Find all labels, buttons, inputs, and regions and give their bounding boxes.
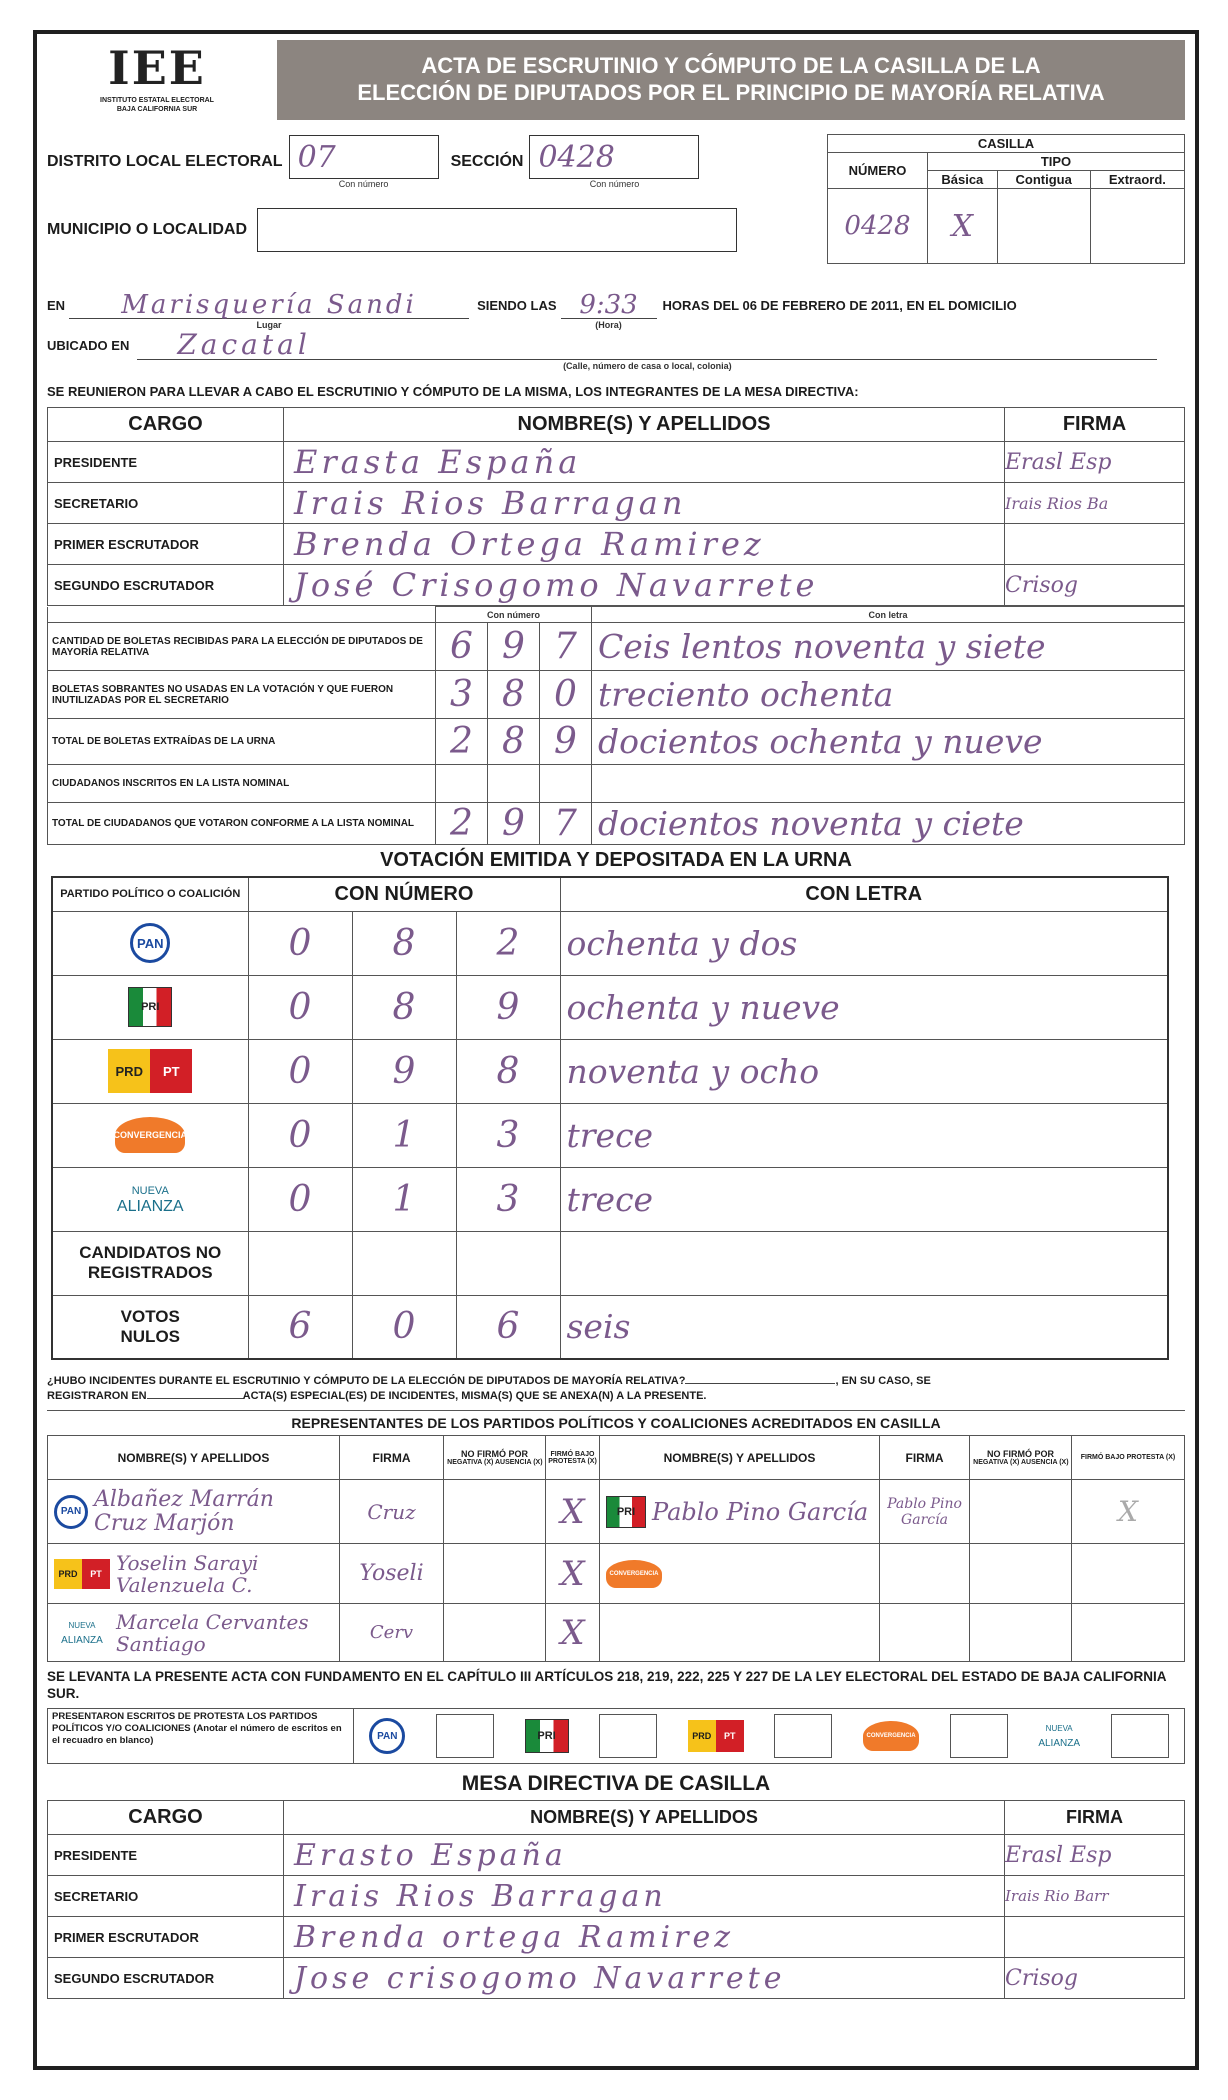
mesa-row-primer: PRIMER ESCRUTADOR Brenda Ortega Ramirez bbox=[48, 524, 1185, 565]
pri-logo: PRI bbox=[525, 1719, 569, 1753]
acta-title: ACTA DE ESCRUTINIO Y CÓMPUTO DE LA CASILLA DE LA ELECCIÓN DE DIPUTADOS POR EL PRINCIPIO DE MAYORÍA RELATIVA bbox=[277, 40, 1185, 120]
boletas-row: TOTAL DE CIUDADANOS QUE VOTARON CONFORME A LA LISTA NOMINAL 2 9 7 docientos noventa y ciete bbox=[48, 803, 1185, 845]
pan-logo: PAN bbox=[369, 1718, 405, 1754]
header bbox=[47, 40, 1185, 120]
nueva-alianza-logo: NUEVA ALIANZA bbox=[1038, 1724, 1080, 1749]
votacion-row-pri: PRI 0 8 9 ochenta y nueve bbox=[52, 975, 1168, 1039]
seccion-field[interactable]: 0428 bbox=[529, 135, 699, 179]
mesa-row-presidente: PRESIDENTE Erasta España Erasl Esp bbox=[48, 442, 1185, 483]
convergencia-logo: CONVERGENCIA bbox=[863, 1721, 919, 1751]
escrito-pan-box[interactable] bbox=[436, 1714, 494, 1758]
prd-pt-logo: PRD PT bbox=[54, 1559, 110, 1589]
extraord-mark[interactable] bbox=[1090, 189, 1184, 264]
basica-mark[interactable]: X bbox=[928, 189, 998, 264]
boletas-row: TOTAL DE BOLETAS EXTRAÍDAS DE LA URNA 2 8 9 docientos ochenta y nueve bbox=[48, 719, 1185, 765]
escrito-prd-box[interactable] bbox=[774, 1714, 832, 1758]
rep-row: NUEVA ALIANZA Marcela Cervantes Santiago Cerv X bbox=[48, 1604, 1185, 1662]
lugar-field[interactable]: Marisquería Sandi bbox=[69, 292, 469, 319]
prd-pt-logo: PRD PT bbox=[688, 1720, 744, 1752]
incidentes-block: ¿HUBO INCIDENTES DURANTE EL ESCRUTINIO Y CÓMPUTO DE LA ELECCIÓN DE DIPUTADOS DE MAYORÍA RELATIVA? , EN SU CASO, SE REGISTRARON EN ACTA(S) ESPECIAL(ES) DE INCIDENTES, MISMA(S) QUE SE ANEXA(N) A LA PRESENTE. bbox=[47, 1375, 931, 1402]
contigua-mark[interactable] bbox=[997, 189, 1090, 264]
mesa2-row-presidente: PRESIDENTE Erasto España Erasl Esp bbox=[48, 1835, 1185, 1876]
prd-pt-logo: PRD PT bbox=[108, 1049, 192, 1093]
municipio-field[interactable] bbox=[257, 208, 737, 252]
mesa-row-secretario: SECRETARIO Irais Rios Barragan Irais Rios Ba bbox=[48, 483, 1185, 524]
boletas-row: CIUDADANOS INSCRITOS EN LA LISTA NOMINAL bbox=[48, 765, 1185, 803]
escritos-row: PRESENTARON ESCRITOS DE PROTESTA LOS PARTIDOS POLÍTICOS Y/O COALICIONES (Anotar el número de escritos en el recuadro en blanco) PAN PRI PRD PT CONVERGENCIA NUEVA ALIANZA bbox=[47, 1708, 1185, 1764]
logo-mark: IEE bbox=[108, 41, 206, 95]
escrito-na-box[interactable] bbox=[1111, 1714, 1169, 1758]
rep-row: PAN Albañez Marrán Cruz Marjón Cruz X PRI Pablo Pino García Pablo Pino García X bbox=[48, 1480, 1185, 1544]
mesa-directiva-final-table: CARGO NOMBRE(S) Y APELLIDOS FIRMA PRESIDENTE Erasto España Erasl Esp SECRETARIO Irais Rios Barragan Irais Rio Barr PRIMER ESCRUTADOR Brenda ortega Ramirez SEGUNDO ESCRUTADOR Jose crisogomo Navarrete Crisog bbox=[47, 1800, 1185, 1999]
incidentes-numero[interactable] bbox=[147, 1398, 243, 1399]
nueva-alianza-logo: NUEVA ALIANZA bbox=[116, 1185, 184, 1215]
mesa2-row-segundo: SEGUNDO ESCRUTADOR Jose crisogomo Navarrete Crisog bbox=[48, 1958, 1185, 1999]
distrito-field[interactable]: 07 bbox=[289, 135, 439, 179]
acta-sheet bbox=[33, 30, 1199, 2070]
mesa2-row-primer: PRIMER ESCRUTADOR Brenda ortega Ramirez bbox=[48, 1917, 1185, 1958]
votacion-row-nueva-alianza: NUEVA ALIANZA 0 1 3 trece bbox=[52, 1167, 1168, 1231]
convergencia-logo: CONVERGENCIA bbox=[606, 1560, 662, 1588]
votacion-row-pan: PAN 0 8 2 ochenta y dos bbox=[52, 911, 1168, 975]
boletas-row: BOLETAS SOBRANTES NO USADAS EN LA VOTACIÓN Y QUE FUERON INUTILIZADAS POR EL SECRETARIO 3 8 0 treciento ochenta bbox=[48, 671, 1185, 719]
votacion-row-nulos: VOTOS NULOS 6 0 6 seis bbox=[52, 1295, 1168, 1359]
location-block: EN Marisquería Sandi Lugar SIENDO LAS 9:33 (Hora) HORAS DEL 06 DE FEBRERO DE 2011, EN EL DOMICILIO UBICADO EN Zacatal (Calle, número de casa o local, colonia) SE REUNIERON PARA LLEVAR A CABO EL ESCRUTINIO Y CÓMPUTO DE LA MISMA, LOS INTEGRANTES DE LA MESA DIRECTIVA: bbox=[47, 292, 1185, 399]
casilla-numero[interactable]: 0428 bbox=[828, 189, 928, 264]
mesa2-row-secretario: SECRETARIO Irais Rios Barragan Irais Rio Barr bbox=[48, 1876, 1185, 1917]
pan-logo: PAN bbox=[130, 923, 170, 963]
representantes-title: REPRESENTANTES DE LOS PARTIDOS POLÍTICOS Y COALICIONES ACREDITADOS EN CASILLA bbox=[47, 1410, 1185, 1435]
boletas-row: CANTIDAD DE BOLETAS RECIBIDAS PARA LA ELECCIÓN DE DIPUTADOS DE MAYORÍA RELATIVA 6 9 7 Ceis lentos noventa y siete bbox=[48, 623, 1185, 671]
id-block: DISTRITO LOCAL ELECTORAL 07 Con número SECCIÓN 0428 Con número MUNICIPIO O LOCALIDAD CASILLA NÚMERO TIPO Básica Contigua Extraord. 0428 X bbox=[47, 134, 1185, 274]
pri-logo: PRI bbox=[128, 987, 172, 1027]
votacion-row-prd-pt: PRD PT 0 9 8 noventa y ocho bbox=[52, 1039, 1168, 1103]
escrito-conv-box[interactable] bbox=[950, 1714, 1008, 1758]
fundamento-text: SE LEVANTA LA PRESENTE ACTA CON FUNDAMENTO EN EL CAPÍTULO III ARTÍCULOS 218, 219, 222, 225 Y 227 DE LA LEY ELECTORAL DEL ESTADO DE BAJA CALIFORNIA SUR. bbox=[47, 1669, 1166, 1701]
votacion-table: PARTIDO POLÍTICO O COALICIÓN CON NÚMERO CON LETRA PAN 0 8 2 ochenta y dos PRI 0 8 9 ochenta y nueve PRD PT 0 9 8 noventa y ocho CONVERGENCIA 0 1 3 trece NUEVA ALIANZA 0 1 3 trece CANDIDATOS NO REGISTRADOS VOTOS NULOS 6 0 6 seis bbox=[51, 876, 1169, 1360]
rep-row: PRD PT Yoselin Sarayi Valenzuela C. Yoseli X CONVERGENCIA bbox=[48, 1544, 1185, 1604]
mesa-directiva-table: CARGO NOMBRE(S) Y APELLIDOS FIRMA PRESIDENTE Erasta España Erasl Esp SECRETARIO Irais Rios Barragan Irais Rios Ba PRIMER ESCRUTADOR Brenda Ortega Ramirez SEGUNDO ESCRUTADOR José Crisogomo Navarrete Crisog bbox=[47, 407, 1185, 606]
mesa2-title: MESA DIRECTIVA DE CASILLA bbox=[461, 1772, 771, 1795]
iee-logo: IEE INSTITUTO ESTATAL ELECTORAL BAJA CALIFORNIA SUR bbox=[47, 40, 267, 120]
mesa-row-segundo: SEGUNDO ESCRUTADOR José Crisogomo Navarrete Crisog bbox=[48, 565, 1185, 606]
incidentes-field[interactable] bbox=[685, 1383, 835, 1384]
casilla-box: CASILLA NÚMERO TIPO Básica Contigua Extraord. 0428 X bbox=[827, 134, 1185, 274]
ubicado-field[interactable]: Zacatal bbox=[137, 331, 1157, 360]
boletas-table: Con número Con letra CANTIDAD DE BOLETAS RECIBIDAS PARA LA ELECCIÓN DE DIPUTADOS DE MAYORÍA RELATIVA 6 9 7 Ceis lentos noventa y siete BOLETAS SOBRANTES NO USADAS EN LA VOTACIÓN Y QUE FUERON INUTILIZADAS POR EL SECRETARIO 3 8 0 treciento ochenta TOTAL DE BOLETAS EXTRAÍDAS DE LA URNA 2 8 9 docientos ochenta y nueve CIUDADANOS INSCRITOS EN LA LISTA NOMINAL TOTAL DE CIUDADANOS QUE VOTARON CONFORME A LA LISTA NOMINAL 2 9 7 docientos noventa y ciete bbox=[47, 606, 1185, 845]
pri-logo: PRI bbox=[606, 1496, 646, 1528]
representantes-table: NOMBRE(S) Y APELLIDOS FIRMA NO FIRMÓ POR NEGATIVA (X) AUSENCIA (X) FIRMÓ BAJO PROTESTA (X) NOMBRE(S) Y APELLIDOS FIRMA NO FIRMÓ POR NEGATIVA (X) AUSENCIA (X) FIRMÓ BAJO PROTESTA (X) PAN Albañez Marrán Cruz Marjón Cruz X PRI Pablo Pino García Pablo Pino García X PRD PT Yoselin Sarayi Valenzuela C. Yoseli X CONVERGENCIA NUEVA ALIANZA Marcela Cervantes Santiago Cerv X bbox=[47, 1435, 1185, 1662]
votacion-row-convergencia: CONVERGENCIA 0 1 3 trece bbox=[52, 1103, 1168, 1167]
votacion-title: VOTACIÓN EMITIDA Y DEPOSITADA EN LA URNA bbox=[380, 849, 852, 871]
pan-logo: PAN bbox=[54, 1495, 88, 1529]
votacion-row-no-registrados: CANDIDATOS NO REGISTRADOS bbox=[52, 1231, 1168, 1295]
convergencia-logo: CONVERGENCIA bbox=[115, 1117, 185, 1153]
escrito-pri-box[interactable] bbox=[599, 1714, 657, 1758]
nueva-alianza-logo: NUEVA ALIANZA bbox=[61, 1620, 103, 1646]
hora-field[interactable]: 9:33 bbox=[561, 292, 657, 319]
